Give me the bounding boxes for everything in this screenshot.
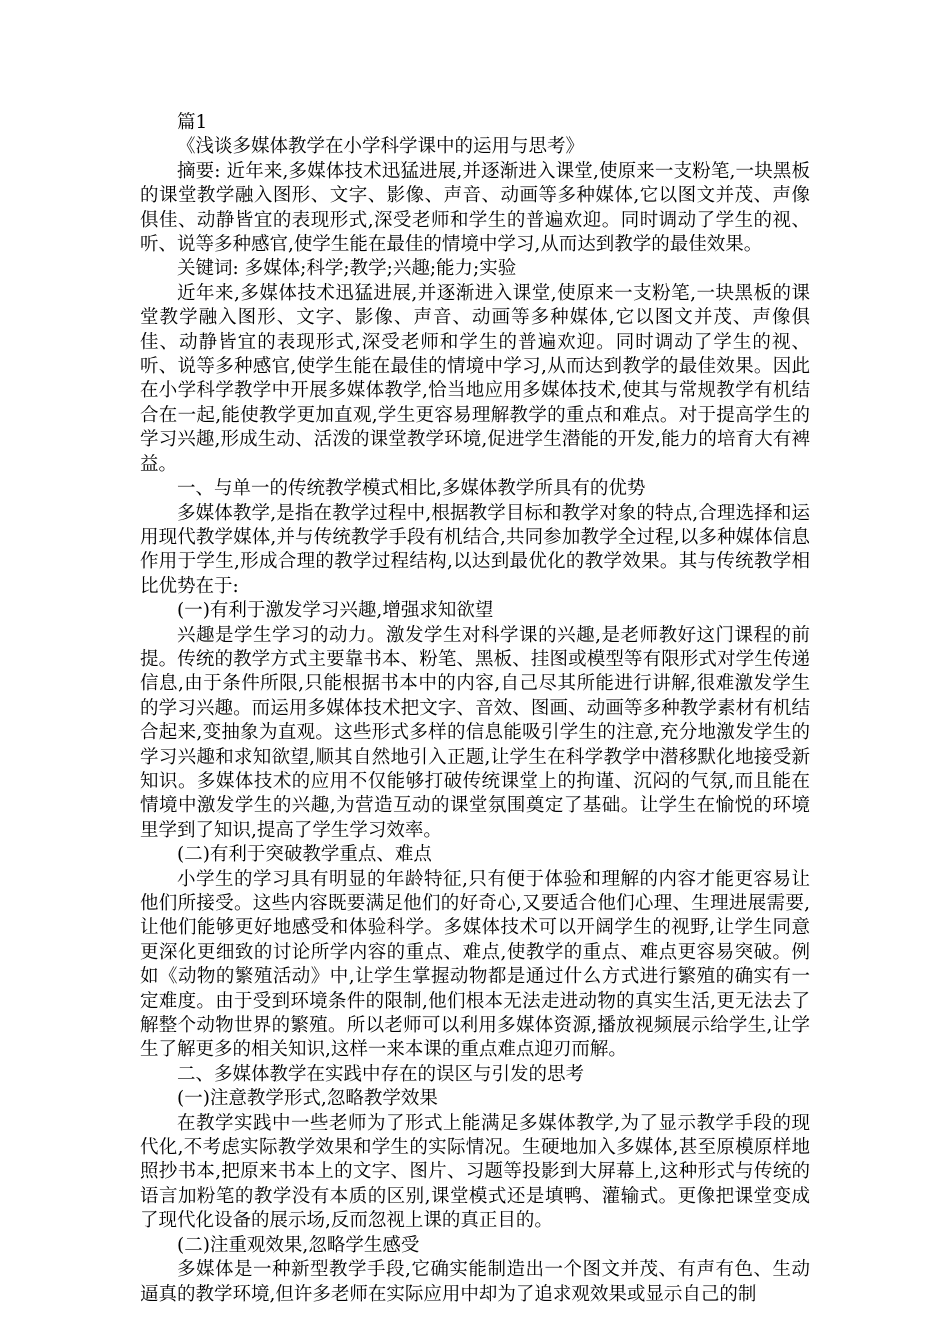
intro-paragraph: 近年来,多媒体技术迅猛进展,并逐渐进入课堂,使原来一支粉笔,一块黑板的课堂教学融入图形、文字、影像、声音、动画等多种媒体,它以图文并茂、声像俱佳、动静皆宜的表现形式,深受老师和学生的普遍欢迎。同时调动了学生的视、听、说等多种感官,使学生能在最佳的情境中学习,从而达到教学的最佳效果。因此在小学科学教学中开展多媒体教学,恰当地应用多媒体技术,使其与常规教学有机结合在一起,能使教学更加直观,学生更容易理解教学的重点和难点。对于提高学生的学习兴趣,形成生动、活泼的课堂教学环境,促进学生潜能的开发,能力的培育大有裨益。 [140,282,810,475]
body-paragraph: 在教学实践中一些老师为了形式上能满足多媒体教学,为了显示教学手段的现代化,不考虑实际教学效果和学生的实际情况。生硬地加入多媒体,甚至原模原样地照抄书本,把原来书本上的文字、图片、习题等投影到大屏幕上,这种形式与传统的语言加粉笔的教学没有本质的区别,课堂模式还是填鸭、灌输式。更像把课堂变成了现代化设备的展示场,反而忽视上课的真正目的。 [140,1112,810,1232]
subsection-heading-2-1: (一)注意教学形式,忽略教学效果 [177,1088,438,1110]
section-label: 篇1 [177,112,208,133]
body-paragraph: 兴趣是学生学习的动力。激发学生对科学课的兴趣,是老师教好这门课程的前提。传统的教学方式主要靠书本、粉笔、黑板、挂图或模型等有限形式对学生传递信息,由于条件所限,只能根据书本中的内容,自己尽其所能进行讲解,很难激发学生的学习兴趣。而运用多媒体技术把文字、音效、图画、动画等多种教学素材有机结合起来,变抽象为直观。这些形式多样的信息能吸引学生的注意,充分地激发学生的学习兴趣和求知欲望,顺其自然地引入正题,让学生在科学教学中潜移默化地接受新知识。多媒体技术的应用不仅能够打破传统课堂上的拘谨、沉闷的气氛,而且能在情境中激发学生的兴趣,为营造互动的课堂氛围奠定了基础。让学生在愉悦的环境里学到了知识,提高了学生学习效率。 [140,624,810,841]
section-heading-2: 二、多媒体教学在实践中存在的误区与引发的思考 [177,1063,585,1085]
body-paragraph: 多媒体教学,是指在教学过程中,根据教学目标和教学对象的特点,合理选择和运用现代教学媒体,并与传统教学手段有机结合,共同参加教学全过程,以多种媒体信息作用于学生,形成合理的教学过程结构,以达到最优化的教学效果。其与传统教学相比优势在于: [140,502,810,597]
document-page [140,111,810,1307]
subsection-heading-1-1: (一)有利于激发学习兴趣,增强求知欲望 [177,600,494,622]
subsection-heading-1-2: (二)有利于突破教学重点、难点 [177,844,432,866]
body-paragraph: 小学生的学习具有明显的年龄特征,只有便于体验和理解的内容才能更容易让他们所接受。这些内容既要满足他们的好奇心,又要适合他们心理、生理进展需要,让他们能够更好地感受和体验科学。多媒体技术可以开阔学生的视野,让学生同意更深化更细致的讨论所学内容的重点、难点,使教学的重点、难点更容易突破。例如《动物的繁殖活动》中,让学生掌握动物都是通过什么方式进行繁殖的确实有一定难度。由于受到环境条件的限制,他们根本无法走进动物的真实生活,更无法去了解整个动物世界的繁殖。所以老师可以利用多媒体资源,播放视频展示给学生,让学生了解更多的相关知识,这样一来本课的重点难点迎刃而解。 [140,868,810,1061]
keywords-line: 关键词: 多媒体;科学;教学;兴趣;能力;实验 [177,258,517,280]
body-paragraph: 多媒体是一种新型教学手段,它确实能制造出一个图文并茂、有声有色、生动逼真的教学环境,但许多老师在实际应用中却为了追求观效果或显示自己的制 [140,1259,810,1305]
article-title: 《浅谈多媒体教学在小学科学课中的运用与思考》 [177,136,585,158]
subsection-heading-2-2: (二)注重观效果,忽略学生感受 [177,1234,420,1256]
section-heading-1: 一、与单一的传统教学模式相比,多媒体教学所具有的优势 [177,478,646,500]
abstract-paragraph: 摘要: 近年来,多媒体技术迅猛进展,并逐渐进入课堂,使原来一支粉笔,一块黑板的课堂教学融入图形、文字、影像、声音、动画等多种媒体,它以图文并茂、声像俱佳、动静皆宜的表现形式,深受老师和学生的普遍欢迎。同时调动了学生的视、听、说等多种感官,使学生能在最佳的情境中学习,从而达到教学的最佳效果。 [140,160,810,256]
